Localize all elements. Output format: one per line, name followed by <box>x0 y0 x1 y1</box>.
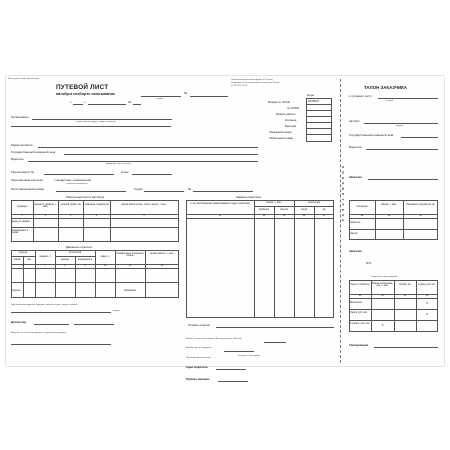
reg-no-line[interactable] <box>193 191 253 192</box>
fuel-sub-code: код <box>27 259 31 261</box>
coupon-colnum-28: 28 <box>360 215 364 217</box>
coupon-stamp-label: М.П. <box>366 261 373 265</box>
coupon-header-op: Операция <box>356 206 368 208</box>
fuel-header-back: возвращении <box>77 259 93 261</box>
calc-colnum-24: 24 <box>425 295 429 297</box>
okpo-label: по ОКПО <box>287 106 300 110</box>
fuel-header-coef: коэффициент изменения нормы <box>116 253 144 258</box>
handed-label: Сдал водитель <box>186 365 208 369</box>
codes-header: Коды <box>307 93 314 97</box>
task-header-km: км <box>322 209 326 211</box>
special-notes-line[interactable] <box>216 327 334 328</box>
plate-label: Государственный номерной знак <box>11 150 56 154</box>
received-sign-line[interactable] <box>218 381 248 382</box>
calc-colnum-21: 21 <box>358 295 362 297</box>
calc-cross-2: X <box>425 312 428 316</box>
coupon-title: ТАЛОН ЗАКАЗЧИКА <box>364 85 407 90</box>
coupon-row-departure: убытие <box>350 233 358 235</box>
work-header-4: время фактическое, число, месяц, ч. мин. <box>121 204 167 206</box>
liters-label: литров <box>113 310 120 312</box>
calc-header-2: Пробег, км <box>399 284 411 286</box>
coupon-header-speedo: Показание спидометра, км <box>406 204 435 206</box>
work-colnum-4: 4 <box>95 215 98 217</box>
refuel-label: Заправщик <box>124 290 136 292</box>
taxer-line[interactable] <box>374 347 438 348</box>
number-line[interactable] <box>190 96 228 97</box>
tear-line-label: Л И Н И Я О Т Р Е З А <box>341 166 345 223</box>
coupon-customer-label: Заказчик <box>349 175 362 179</box>
waybill-sheet: Место для штампа организации ПУТЕВОЙ ЛИСТ автобуса необщего пользования № (серия) Типовая межотраслевая форма № 6 (спец) Утверждена Постановлением Госкомстата России от 28.11.97 № 78 « » 20 Коды 0345007 Форма по ОКУД по ОКПО Режим работы Колонна Бригада Гаражный номер Табельный номер Организация (наименование, адрес, номер телефона) Марка автобуса Государственный номерной знак Водитель (фамилия, имя, отчество) Таксопоиметр № Класс Лицензионная карточка стандартная, ограниченная (ненужное зачеркнуть) Регистрационный номер Серия № Работа водителя и автобуса операция время по графику, ч. мин. нулевой пробег, км показание спидометра время фактическое, число, месяц, ч. мин. 1 2 3 4 5 выезд из гаража возвращение в гараж Задание водителю в чье распоряжение (наименование и адрес заказчика) время, ч. мин. количество прибытия убытия часов км 13 14 15 16 17 Движение горючего горючее выдано, л остаток при выезде возвращении сдано, л коэффициент изменения нормы время работы, ч. мин. марка код 6 7 8 9 10 11 12 подпись Заправщик Особые отметки Удостоверение водителя проверил, задание выдал, выдать горючее литров Диспетчер Водитель по состоянию здоровья к управлению допущен Автобус технически исправен. Выезд разрешен. Механик Автобус принял. Водитель При возвращении автобус исправен / неисправен Сдал водитель Принял механик Л И Н И Я О Т Р Е З А ТАЛОН ЗАКАЗЧИКА к путевому листу (серия) Автобус (марка) Государственный номерной знак Водитель Заказчик Операция Время, ч. мин. Показание спидометра, км 28 29 30 прибытие убытие Заказчик М.П. Заполняется организацией Расчет стоимости Время использова-ния, ч. мин. Пробег, км Сумма, руб. коп. 21 22 23 24 Выполнено Тариф, руб. коп. К оплате, руб. коп. X X X Таксировщик <box>6 76 444 366</box>
work-header-1: время по графику, ч. мин. <box>34 204 57 209</box>
received-label: Принял механик <box>186 377 210 381</box>
fuel-header-worktime: время работы, ч. мин. <box>150 253 174 255</box>
accepted-label: Автобус принял. Водитель <box>186 347 212 349</box>
waybill-subtitle: автобуса необщего пользования <box>56 92 115 96</box>
taxer-label: Таксировщик <box>349 343 369 347</box>
work-colnum-3: 3 <box>69 215 72 217</box>
fuel-colnum-12: 12 <box>160 265 164 267</box>
coupon-row-arrival: прибытие <box>350 222 361 224</box>
date-day-line[interactable] <box>73 104 83 105</box>
license-hint: (ненужное зачеркнуть) <box>66 183 88 185</box>
work-header-0: операция <box>16 206 28 208</box>
series-line[interactable] <box>141 96 181 97</box>
fuel-colnum-6: 6 <box>22 265 24 267</box>
coupon-customer-line[interactable] <box>368 179 438 180</box>
task-header-hours: часов <box>300 209 308 211</box>
fuel-colnum-8: 8 <box>64 265 66 267</box>
special-notes-label: Особые отметки <box>188 323 211 327</box>
coupon-driver-line[interactable] <box>366 149 438 150</box>
coupon-customer-sign-label: Заказчик <box>349 249 362 253</box>
fuel-sub-make: марка <box>13 259 21 261</box>
fuel-header-out: выезде <box>61 259 69 261</box>
calc-header-1: Время использова-ния, ч. мин. <box>372 283 393 288</box>
driver-line[interactable] <box>28 161 258 162</box>
work-row-departure: выезд из гаража <box>12 221 30 223</box>
brigade-label: Бригада <box>285 124 297 128</box>
coupon-waybill-no-line[interactable] <box>378 98 438 99</box>
return-label: При возвращении автобус <box>186 357 212 359</box>
accepted-sign-line[interactable] <box>224 351 254 352</box>
coupon-bus-line[interactable] <box>364 123 438 124</box>
form-header-line1: Типовая межотраслевая форма № 6 (спец) <box>231 79 273 81</box>
class-line[interactable] <box>132 174 172 175</box>
task-header-time: время, ч. мин. <box>266 202 282 204</box>
coupon-series-hint: (серия) <box>386 100 394 102</box>
dispatcher-sign-line[interactable] <box>34 324 69 325</box>
calc-row-payment: К оплате, руб. коп. <box>350 323 370 325</box>
column-label: Колонна <box>285 118 297 122</box>
fuel-colnum-9: 9 <box>84 265 86 267</box>
coupon-bus-hint: (марка) <box>396 125 404 127</box>
taxophone-line[interactable] <box>44 174 114 175</box>
condition-line[interactable] <box>11 344 111 345</box>
coupon-driver-label: Водитель <box>349 145 362 149</box>
task-section-title: Задание водителю <box>236 195 262 199</box>
work-colnum-1: 1 <box>21 215 23 217</box>
calc-header-0: Расчет стоимости <box>350 284 370 286</box>
coupon-bus-label: Автобус <box>349 119 360 123</box>
plate-line[interactable] <box>64 154 258 155</box>
work-mode-label: Режим работы <box>276 112 296 116</box>
work-section-title: Работа водителя и автобуса <box>66 195 105 199</box>
calc-row-done: Выполнено <box>350 302 363 304</box>
license-options[interactable]: стандартная, ограниченная <box>54 178 92 182</box>
fuel-colnum-7: 7 <box>44 265 46 267</box>
reg-series-line[interactable] <box>144 191 184 192</box>
task-header-qty: количество <box>307 202 321 204</box>
fuel-header-fuel: горючее <box>18 252 28 254</box>
waybill-title: ПУТЕВОЙ ЛИСТ <box>56 84 109 91</box>
return-options[interactable]: исправен / неисправен <box>238 355 261 357</box>
license-card-label: Лицензионная карточка <box>11 178 43 182</box>
released-sign-line[interactable] <box>264 342 286 343</box>
task-colnum-13: 13 <box>218 215 222 217</box>
bus-make-line[interactable] <box>38 147 258 148</box>
dispatcher-label: Диспетчер <box>11 320 27 324</box>
task-header-arrival: прибытия <box>258 209 270 211</box>
calc-colnum-22: 22 <box>381 295 384 297</box>
fuel-colnum-10: 10 <box>103 265 107 267</box>
reg-label: Регистрационный номер <box>11 187 45 191</box>
stamp-place-note: Место для штампа организации <box>8 78 39 80</box>
form-header-line3: от 28.11.97 № 78 <box>231 85 248 87</box>
date-year-line[interactable] <box>133 104 141 105</box>
fuel-header-issued: выдано, л <box>39 256 51 258</box>
reg-series-label: Серия <box>134 187 143 191</box>
fuel-colnum-11: 11 <box>128 265 132 267</box>
okud-label: Форма по ОКУД <box>268 100 290 104</box>
coupon-header-time: Время, ч. мин. <box>381 204 397 206</box>
coupon-to-waybill: к путевому листу <box>349 94 372 98</box>
released-label: Автобус технически исправен. Выезд разрешен. Механик <box>186 338 242 340</box>
calc-header-3: Сумма, руб. коп. <box>418 284 436 286</box>
form-header-line2: Утверждена Постановлением Госкомстата России <box>231 82 280 84</box>
coupon-calc-title: Заполняется организацией <box>371 276 398 278</box>
organization-label: Организация <box>11 115 29 119</box>
coupon-plate-line[interactable] <box>401 137 438 138</box>
work-colnum-5: 5 <box>143 215 145 217</box>
dispatcher-decode-line[interactable] <box>74 324 114 325</box>
work-header-3: показание спидометра <box>84 204 109 206</box>
task-colnum-15: 15 <box>282 215 286 217</box>
task-header-customer: в чье распоряжение (наименование и адрес заказчика) <box>190 203 250 205</box>
coupon-colnum-30: 30 <box>419 215 422 217</box>
driver-label: Водитель <box>11 157 24 161</box>
reg-line[interactable] <box>56 191 126 192</box>
driver-hint: (фамилия, имя, отчество) <box>106 163 131 165</box>
calc-cross-1: X <box>425 301 428 305</box>
task-colnum-14: 14 <box>262 215 266 217</box>
work-header-2: нулевой пробег, км <box>60 204 81 206</box>
bus-make-label: Марка автобуса <box>11 143 33 147</box>
organization-line[interactable] <box>32 119 172 120</box>
handed-sign-line[interactable] <box>216 369 246 370</box>
coupon-plate-label: Государственный номерной знак <box>349 133 394 137</box>
garage-label: Гаражный номер <box>269 130 292 134</box>
fuel-header-remainder: остаток при <box>68 252 82 254</box>
organization-hint: (наименование, адрес, номер телефона) <box>76 121 116 123</box>
class-label: Класс <box>121 170 129 174</box>
pass-label: Удостоверение водителя проверил, задание выдал, выдать горючее <box>11 304 78 306</box>
work-row-return: возвращение в гараж <box>12 230 29 235</box>
fuel-section-title: Движение горючего <box>66 245 93 249</box>
taxophone-label: Таксопоиметр № <box>11 170 34 174</box>
waybill-number-sign: № <box>184 91 188 95</box>
fuel-header-handed: сдано, л <box>100 256 110 258</box>
task-header-departure: убытия <box>280 209 288 211</box>
tab-label: Табельный номер <box>269 136 294 140</box>
coupon-colnum-29: 29 <box>387 215 391 217</box>
fuel-signatures: подпись <box>12 290 21 292</box>
okud-code: 0345007 <box>308 99 320 103</box>
calc-cross-3: X <box>381 323 384 327</box>
task-colnum-17: 17 <box>322 215 326 217</box>
date-month-line[interactable] <box>88 104 126 105</box>
work-colnum-2: 2 <box>44 215 47 217</box>
liters-line[interactable] <box>11 312 111 313</box>
reg-no-label: № <box>188 187 192 191</box>
condition-label: Водитель по состоянию здоровья к управлению допущен <box>11 332 67 334</box>
series-hint: (серия) <box>156 98 164 100</box>
task-colnum-16: 16 <box>302 215 306 217</box>
calc-row-tariff: Тариф, руб. коп. <box>350 312 368 314</box>
calc-colnum-23: 23 <box>403 295 407 297</box>
